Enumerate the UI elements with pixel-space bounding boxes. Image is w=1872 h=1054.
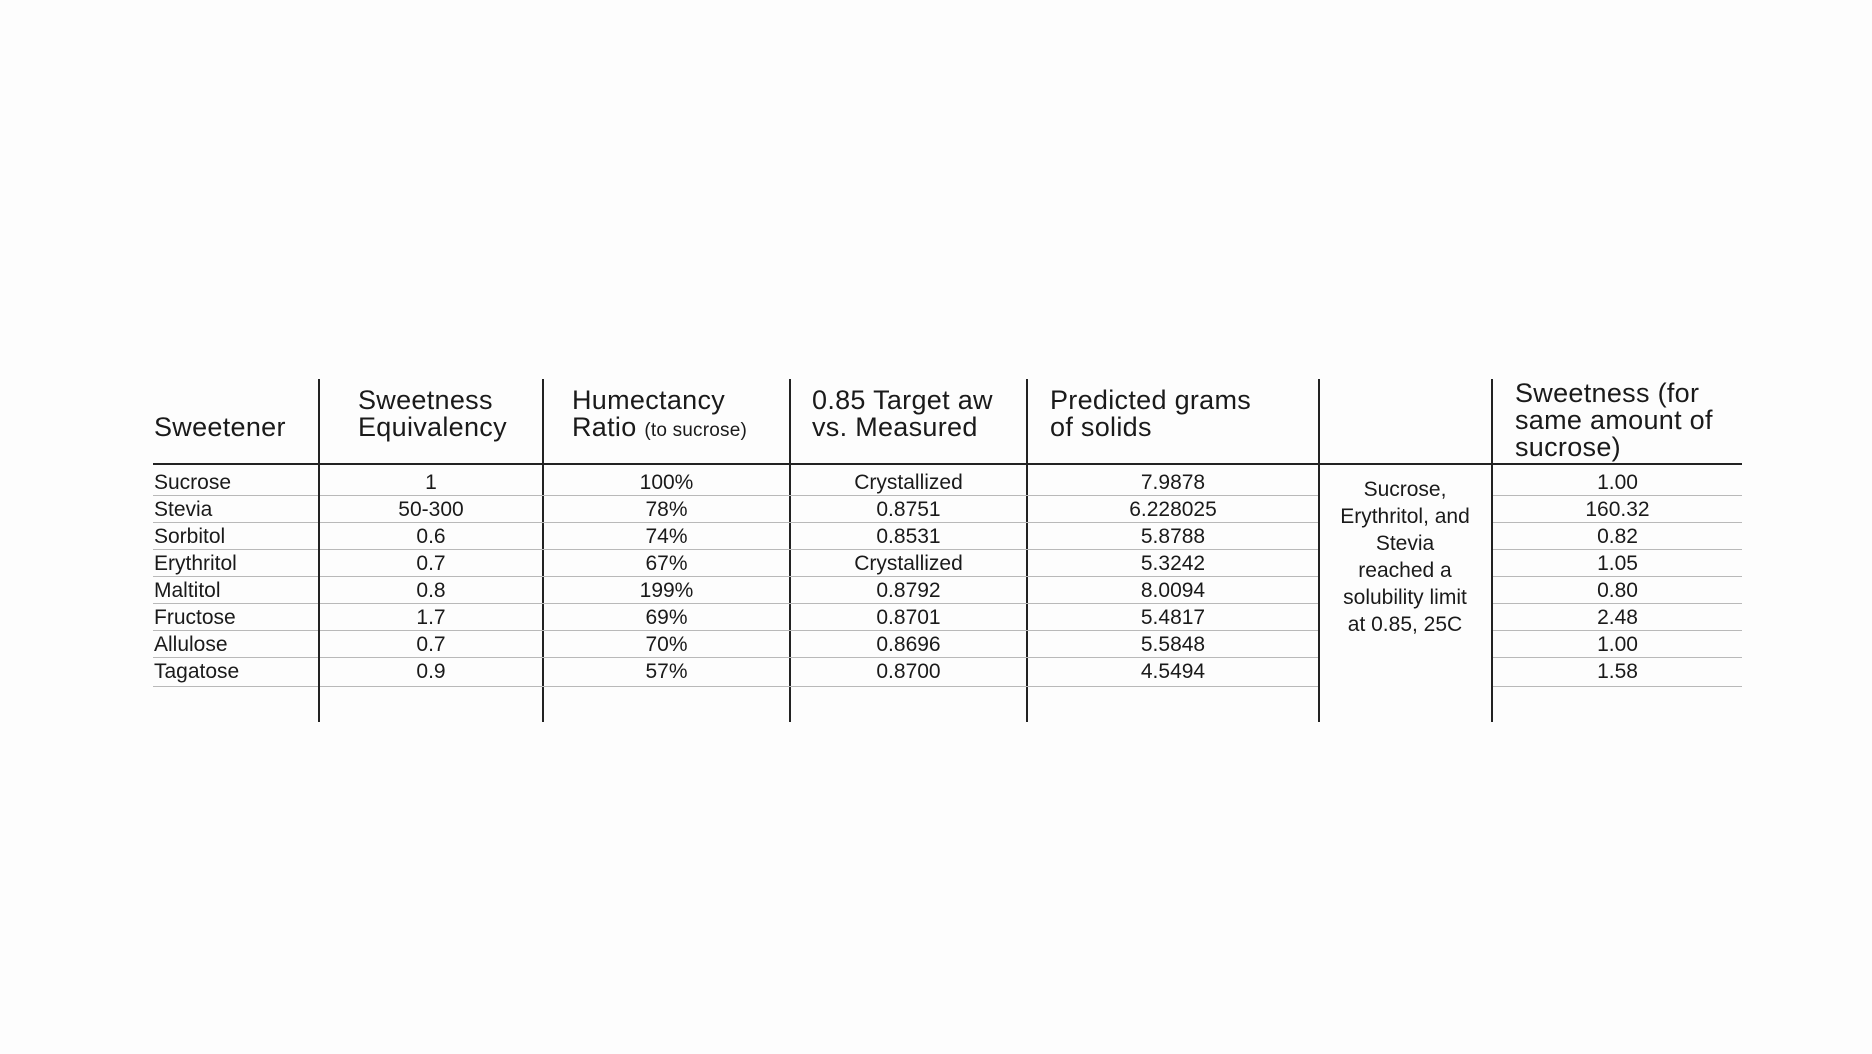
cell-humectancy: 70% <box>645 633 688 656</box>
cell-predicted: 7.9878 <box>1140 471 1206 494</box>
cell-target-aw: 0.8531 <box>876 525 941 548</box>
cell-sweetener: Sucrose <box>154 471 232 494</box>
header-predicted <box>1050 387 1251 441</box>
note-line: Stevia <box>1375 532 1435 555</box>
cell-sweetness-same: 0.82 <box>1597 525 1638 548</box>
header-line: 0.85 Target aw <box>812 385 993 415</box>
cell-equivalency: 1.7 <box>416 606 446 629</box>
cell-sweetness-same: 160.32 <box>1585 498 1650 521</box>
header-line: sucrose) <box>1515 432 1621 462</box>
cell-equivalency: 0.7 <box>416 552 446 575</box>
header-line: Sweetness <box>358 385 493 415</box>
header-line: Predicted grams <box>1050 385 1252 415</box>
note-line: reached a <box>1358 559 1452 582</box>
note-line: Erythritol, and <box>1340 505 1470 528</box>
cell-equivalency: 0.9 <box>416 660 446 683</box>
cell-target-aw: 0.8792 <box>876 579 941 602</box>
cell-predicted: 5.5848 <box>1140 633 1206 656</box>
cell-equivalency: 0.8 <box>416 579 446 602</box>
cell-humectancy: 57% <box>645 660 688 683</box>
header-line: Equivalency <box>358 412 507 442</box>
cell-target-aw: Crystallized <box>854 552 963 575</box>
cell-sweetness-same: 2.48 <box>1597 606 1638 629</box>
header-line: Humectancy <box>572 385 726 415</box>
header-line: of solids <box>1050 412 1152 442</box>
cell-sweetener: Maltitol <box>154 579 221 602</box>
note-line: solubility limit <box>1343 586 1467 609</box>
row-separator <box>320 686 1318 687</box>
cell-equivalency: 0.6 <box>416 525 446 548</box>
cell-target-aw: 0.8701 <box>876 606 941 629</box>
note-line: Sucrose, <box>1363 478 1447 501</box>
cell-humectancy: 78% <box>645 498 688 521</box>
cell-humectancy: 74% <box>645 525 688 548</box>
cell-target-aw: 0.8751 <box>876 498 941 521</box>
cell-sweetness-same: 1.00 <box>1597 633 1638 656</box>
cell-sweetener: Allulose <box>154 633 228 656</box>
cell-predicted: 5.3242 <box>1140 552 1206 575</box>
row-separator <box>153 686 318 687</box>
cell-sweetness-same: 1.05 <box>1597 552 1638 575</box>
cell-predicted: 4.5494 <box>1140 660 1206 683</box>
row-separator <box>1493 686 1742 687</box>
cell-equivalency: 1 <box>425 471 437 494</box>
note-line: at 0.85, 25C <box>1347 613 1463 636</box>
header-line: same amount of <box>1515 405 1713 435</box>
header-line <box>572 414 747 444</box>
header-underline <box>153 463 1742 465</box>
cell-sweetness-same: 0.80 <box>1597 579 1638 602</box>
cell-predicted: 8.0094 <box>1140 579 1206 602</box>
header-subtext: (to sucrose) <box>644 420 748 441</box>
cell-sweetness-same: 1.58 <box>1597 660 1638 683</box>
header-line: vs. Measured <box>812 412 978 442</box>
cell-equivalency: 50-300 <box>398 498 464 521</box>
cell-target-aw: 0.8696 <box>876 633 941 656</box>
cell-sweetener: Sorbitol <box>154 525 226 548</box>
cell-target-aw: 0.8700 <box>876 660 941 683</box>
cell-target-aw: Crystallized <box>854 471 963 494</box>
cell-humectancy: 199% <box>639 579 694 602</box>
cell-equivalency: 0.7 <box>416 633 446 656</box>
header-target-aw <box>812 387 993 441</box>
cell-sweetener: Tagatose <box>154 660 240 683</box>
cell-sweetness-same: 1.00 <box>1597 471 1638 494</box>
header-line: Sweetness (for <box>1515 378 1700 408</box>
header-sweetener <box>154 414 286 441</box>
header-sweetener-text: Sweetener <box>154 412 286 442</box>
cell-humectancy: 100% <box>639 471 694 494</box>
cell-sweetener: Erythritol <box>154 552 237 575</box>
cell-predicted: 5.8788 <box>1140 525 1206 548</box>
cell-sweetener: Fructose <box>154 606 236 629</box>
solubility-note <box>1319 476 1491 638</box>
cell-sweetener: Stevia <box>154 498 213 521</box>
cell-humectancy: 69% <box>645 606 688 629</box>
header-humectancy <box>572 387 747 444</box>
cell-predicted: 6.228025 <box>1129 498 1217 521</box>
cell-humectancy: 67% <box>645 552 688 575</box>
header-equivalency <box>358 387 507 441</box>
cell-predicted: 5.4817 <box>1140 606 1206 629</box>
header-sweetness-same <box>1515 380 1713 461</box>
header-line-text: Ratio <box>572 412 637 442</box>
